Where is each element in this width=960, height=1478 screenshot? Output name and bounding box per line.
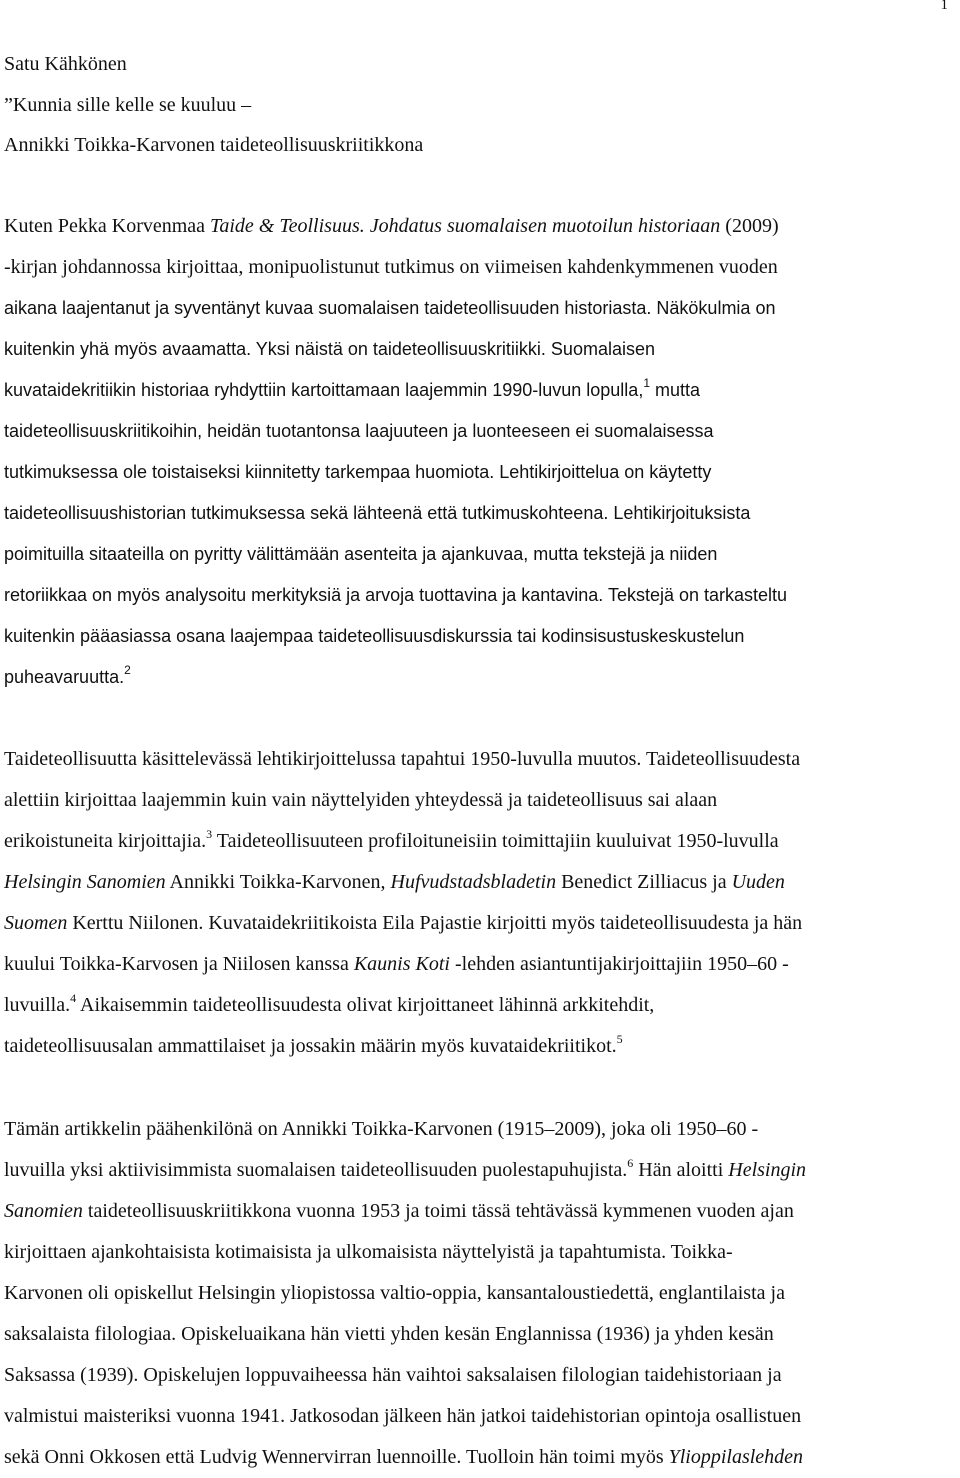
article-title: ”Kunnia sille kelle se kuuluu – [4,93,252,116]
article-header [4,44,423,166]
text-line: taideteollisuuskriitikoihin, heidän tuotantonsa laajuuteen ja luonteeseen ei suomalaisessa [4,421,714,441]
text-line: Kuten Pekka Korvenmaa Taide & Teollisuus. Johdatus suomalaisen muotoilun historiaan (2009) [4,215,779,237]
text-line: erikoistuneita kirjoittajia.$^3$ Taideteollisuuteen profiloituneisiin toimittajiin kuuluivat 1950-luvulla [4,827,779,852]
text-line: retoriikkaa on myös analysoitu merkityksiä ja arvoja tuottavina ja kantavina. Tekstejä on tarkasteltu [4,585,788,605]
text-line: taideteollisuusalan ammattilaiset ja jossakin määrin myös kuvataidekriitikot.$^5$ [4,1032,623,1057]
text-line: kuitenkin yhä myös avaamatta. Yksi näistä on taideteollisuuskritiikki. Suomalaisen [4,339,655,359]
text-line: Sanomien taideteollisuuskriitikkona vuonna 1953 ja toimi tässä tehtävässä kymmenen vuoden ajan [4,1200,794,1222]
text-line: alettiin kirjoittaa laajemmin kuin vain näyttelyiden yhteydessä ja taideteollisuus sai alaan [4,789,718,811]
text-line: poimituilla sitaateilla on pyritty välittämään asenteita ja ajankuvaa, mutta tekstejä ja niiden [4,544,718,564]
text-line: puheavaruutta.$^2$ [4,663,131,687]
text-line: saksalaista filologiaa. Opiskeluaikana hän vietti yhden kesän Englannissa (1936) ja yhden kesän [4,1323,774,1345]
text-line: Saksassa (1939). Opiskelujen loppuvaiheessa hän vaihtoi saksalaisen filologian taidehistoriaan ja [4,1364,782,1386]
footnote-ref[interactable]: 3 [206,827,213,841]
text-line: luvuilla.$^4$ Aikaisemmin taideteollisuudesta olivat kirjoittaneet lähinnä arkkitehdit, [4,991,655,1016]
text-line: Karvonen oli opiskellut Helsingin yliopistossa valtio-oppia, kansantaloustiedettä, englantilaista ja [4,1282,785,1304]
text-line: Tämän artikkelin päähenkilönä on Annikki Toikka-Karvonen (1915–2009), joka oli 1950–60 - [4,1118,759,1140]
article-subtitle: Annikki Toikka-Karvonen taideteollisuuskriitikkona [4,134,424,156]
text-line: kirjoittaen ajankohtaisista kotimaisista ja ulkomaisista näyttelyistä ja tapahtumista. Toikka- [4,1241,733,1263]
footnote-ref[interactable]: 1 [643,376,651,390]
footnote-ref[interactable]: 2 [124,663,131,677]
text-line: Suomen Kerttu Niilonen. Kuvataidekriitikoista Eila Pajastie kirjoitti myös taideteollisuudesta ja hän [4,912,803,934]
text-line: tutkimuksessa ole toistaiseksi kiinnitetty tarkempaa huomiota. Lehtikirjoittelua on käytetty [4,462,712,482]
footnote-ref[interactable]: 5 [616,1032,623,1046]
text-line: Helsingin Sanomien Annikki Toikka-Karvonen, Hufvudstadsbladetin Benedict Zilliacus ja Uuden [4,871,785,893]
text-line: luvuilla yksi aktiivisimmista suomalaisen taideteollisuuden puolestapuhujista.$^6$ Hän aloitti Helsingin [4,1156,807,1181]
page-number: 1 [940,0,948,13]
text-line: valmistui maisteriksi vuonna 1941. Jatkosodan jälkeen hän jatkoi taidehistorian opintoja osallistuen [4,1405,802,1427]
text-line: taideteollisuushistorian tutkimuksessa sekä lähteenä että tutkimuskohteena. Lehtikirjoituksista [4,503,751,523]
text-line: -kirjan johdannossa kirjoittaa, monipuolistunut tutkimus on viimeisen kahdenkymmenen vuoden [4,256,778,278]
text-line: sekä Onni Okkosen että Ludvig Wennervirran luennoille. Tuolloin hän toimi myös Ylioppilaslehden [4,1446,804,1468]
author-name: Satu Kähkönen [4,53,127,75]
text-line: kuitenkin pääasiassa osana laajempaa taideteollisuusdiskurssia tai kodinsisustuskeskustelun [4,626,745,646]
text-line: aikana laajentanut ja syventänyt kuvaa suomalaisen taideteollisuuden historiasta. Näkökulmia on [4,298,776,318]
paragraph-2 [4,739,802,1067]
footnote-ref[interactable]: 6 [627,1156,634,1170]
paragraph-1 [4,206,787,698]
text-line: kuului Toikka-Karvosen ja Niilosen kanssa Kaunis Koti -lehden asiantuntijakirjoittajiin 1950–60 - [4,953,789,975]
footnote-ref[interactable]: 4 [70,991,77,1005]
paragraph-3 [4,1109,806,1478]
text-line: kuvataidekritiikin historiaa ryhdyttiin kartoittamaan laajemmin 1990-luvun lopulla,$^1$ mutta [4,376,701,400]
text-line: Taideteollisuutta käsittelevässä lehtikirjoittelussa tapahtui 1950-luvulla muutos. Taideteollisuudesta [4,748,801,770]
